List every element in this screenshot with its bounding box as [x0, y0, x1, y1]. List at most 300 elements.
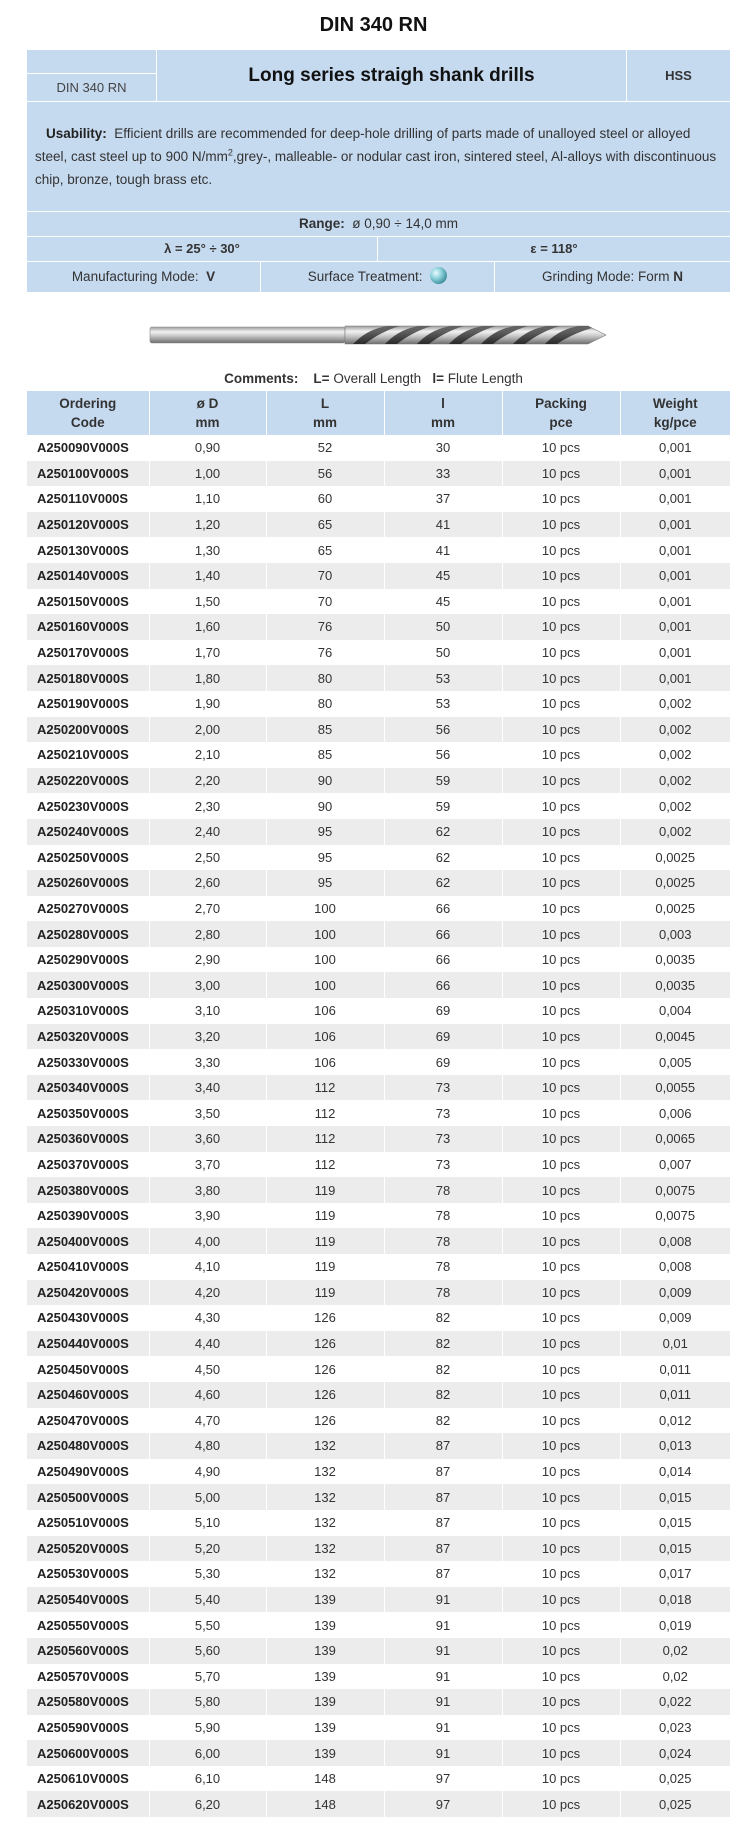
weight-cell: 0,0075 — [620, 1203, 730, 1229]
packing-cell: 10 pcs — [502, 1203, 620, 1229]
overall-length-cell: 100 — [266, 921, 384, 947]
diameter-cell: 5,10 — [149, 1510, 266, 1536]
diameter-cell: 1,00 — [149, 461, 266, 487]
packing-cell: 10 pcs — [502, 845, 620, 871]
overall-length-cell: 112 — [266, 1075, 384, 1101]
ordering-code-cell: A250190V000S — [27, 691, 149, 717]
flute-length-cell: 62 — [384, 845, 502, 871]
flute-length-cell: 66 — [384, 921, 502, 947]
overall-length-cell: 76 — [266, 640, 384, 666]
ordering-code-cell: A250280V000S — [27, 921, 149, 947]
overall-length-cell: 126 — [266, 1356, 384, 1382]
diameter-cell: 1,60 — [149, 614, 266, 640]
packing-cell: 10 pcs — [502, 1075, 620, 1101]
diameter-cell: 3,90 — [149, 1203, 266, 1229]
flute-length-cell: 62 — [384, 819, 502, 845]
table-row — [27, 486, 730, 512]
weight-cell: 0,015 — [620, 1510, 730, 1536]
table-row — [27, 870, 730, 896]
range-row — [27, 212, 730, 236]
flute-length-cell: 59 — [384, 793, 502, 819]
ordering-code-cell: A250310V000S — [27, 998, 149, 1024]
flute-length-cell: 73 — [384, 1100, 502, 1126]
ordering-code-cell: A250380V000S — [27, 1177, 149, 1203]
weight-cell: 0,009 — [620, 1280, 730, 1306]
diameter-cell: 4,40 — [149, 1331, 266, 1357]
weight-cell: 0,001 — [620, 461, 730, 487]
ordering-code-cell: A250320V000S — [27, 1024, 149, 1050]
diameter-cell: 5,70 — [149, 1664, 266, 1690]
ordering-code-cell: A250590V000S — [27, 1715, 149, 1741]
overall-length-cell: 126 — [266, 1382, 384, 1408]
table-row — [27, 614, 730, 640]
diameter-cell: 6,00 — [149, 1740, 266, 1766]
overall-length-cell: 95 — [266, 870, 384, 896]
diameter-cell: 5,90 — [149, 1715, 266, 1741]
overall-length-cell: 132 — [266, 1561, 384, 1587]
ordering-code-cell: A250530V000S — [27, 1561, 149, 1587]
ordering-code-cell: A250580V000S — [27, 1689, 149, 1715]
table-row — [27, 947, 730, 973]
table-row — [27, 1152, 730, 1178]
overall-length-cell: 139 — [266, 1638, 384, 1664]
weight-cell: 0,002 — [620, 819, 730, 845]
overall-length-cell: 90 — [266, 768, 384, 794]
weight-cell: 0,002 — [620, 793, 730, 819]
diameter-cell: 4,80 — [149, 1433, 266, 1459]
table-row — [27, 717, 730, 743]
flute-length-cell: 73 — [384, 1126, 502, 1152]
table-row — [27, 1740, 730, 1766]
ordering-code-cell: A250610V000S — [27, 1766, 149, 1792]
ordering-code-cell: A250490V000S — [27, 1459, 149, 1485]
flute-length-cell: 41 — [384, 537, 502, 563]
ordering-code-cell: A250250V000S — [27, 845, 149, 871]
weight-cell: 0,0075 — [620, 1177, 730, 1203]
flute-length-cell: 45 — [384, 589, 502, 615]
table-row — [27, 1536, 730, 1562]
ordering-code-cell: A250370V000S — [27, 1152, 149, 1178]
table-row — [27, 972, 730, 998]
weight-cell: 0,005 — [620, 1049, 730, 1075]
flute-length-cell: 78 — [384, 1280, 502, 1306]
packing-cell: 10 pcs — [502, 1433, 620, 1459]
overall-length-cell: 112 — [266, 1100, 384, 1126]
ordering-code-cell: A250120V000S — [27, 512, 149, 538]
material-label: HSS — [665, 68, 692, 83]
overall-length-cell: 65 — [266, 537, 384, 563]
packing-cell: 10 pcs — [502, 691, 620, 717]
packing-cell: 10 pcs — [502, 614, 620, 640]
diameter-cell: 4,00 — [149, 1228, 266, 1254]
weight-cell: 0,002 — [620, 717, 730, 743]
col-packing: Packing pce — [502, 391, 620, 435]
table-row — [27, 1331, 730, 1357]
packing-cell: 10 pcs — [502, 1254, 620, 1280]
flute-length-cell: 97 — [384, 1766, 502, 1792]
weight-cell: 0,008 — [620, 1254, 730, 1280]
packing-cell: 10 pcs — [502, 1664, 620, 1690]
ordering-code-cell: A250230V000S — [27, 793, 149, 819]
weight-cell: 0,007 — [620, 1152, 730, 1178]
overall-length-cell: 139 — [266, 1664, 384, 1690]
comments-line: Comments: L= Overall Length l= Flute Length — [224, 371, 523, 386]
overall-length-cell: 60 — [266, 486, 384, 512]
packing-cell: 10 pcs — [502, 1638, 620, 1664]
ordering-code-cell: A250110V000S — [27, 486, 149, 512]
table-row — [27, 998, 730, 1024]
packing-cell: 10 pcs — [502, 717, 620, 743]
packing-cell: 10 pcs — [502, 1689, 620, 1715]
flute-length-cell: 56 — [384, 717, 502, 743]
overall-length-cell: 90 — [266, 793, 384, 819]
table-row — [27, 1433, 730, 1459]
ordering-code-cell: A250440V000S — [27, 1331, 149, 1357]
ordering-code-cell: A250470V000S — [27, 1408, 149, 1434]
usability-text: Usability: Efficient drills are recommended for deep-hole drilling of parts made of unalloyed steel or alloyed steel, cast steel up to 900 $N/mm^2,grey-$, malleable- or nodular cast iron, sintered steel, Al-alloys with discontinuous chip, bronze, tough brass etc. — [35, 126, 717, 187]
table-row — [27, 665, 730, 691]
table-row — [27, 1587, 730, 1613]
table-row — [27, 1100, 730, 1126]
overall-length-cell: 95 — [266, 819, 384, 845]
usability-label: Usability: — [46, 126, 107, 141]
overall-length-cell: 132 — [266, 1510, 384, 1536]
overall-length-cell: 52 — [266, 435, 384, 461]
packing-cell: 10 pcs — [502, 435, 620, 461]
diameter-cell: 3,60 — [149, 1126, 266, 1152]
ordering-code-cell: A250340V000S — [27, 1075, 149, 1101]
weight-cell: 0,006 — [620, 1100, 730, 1126]
table-row — [27, 1612, 730, 1638]
diameter-cell: 3,20 — [149, 1024, 266, 1050]
ordering-code-cell: A250160V000S — [27, 614, 149, 640]
ordering-code-cell: A250430V000S — [27, 1305, 149, 1331]
weight-cell: 0,001 — [620, 486, 730, 512]
flute-length-cell: 82 — [384, 1356, 502, 1382]
flute-length-cell: 82 — [384, 1305, 502, 1331]
table-row — [27, 1791, 730, 1817]
packing-cell: 10 pcs — [502, 896, 620, 922]
overall-length-cell: 139 — [266, 1740, 384, 1766]
ordering-code-cell: A250180V000S — [27, 665, 149, 691]
table-row — [27, 921, 730, 947]
overall-length-cell: 80 — [266, 691, 384, 717]
weight-cell: 0,019 — [620, 1612, 730, 1638]
table-row — [27, 1075, 730, 1101]
table-row — [27, 1664, 730, 1690]
flute-length-cell: 82 — [384, 1408, 502, 1434]
packing-cell: 10 pcs — [502, 640, 620, 666]
flute-length-cell: 91 — [384, 1715, 502, 1741]
table-row — [27, 793, 730, 819]
flute-length-cell: 50 — [384, 640, 502, 666]
overall-length-cell: 119 — [266, 1203, 384, 1229]
ordering-code-cell: A250150V000S — [27, 589, 149, 615]
flute-length-cell: 66 — [384, 972, 502, 998]
packing-cell: 10 pcs — [502, 768, 620, 794]
ordering-code-cell: A250260V000S — [27, 870, 149, 896]
diameter-cell: 4,10 — [149, 1254, 266, 1280]
packing-cell: 10 pcs — [502, 665, 620, 691]
ordering-code-cell: A250240V000S — [27, 819, 149, 845]
ordering-code-cell: A250390V000S — [27, 1203, 149, 1229]
usability-box — [27, 102, 730, 211]
ordering-code-cell: A250550V000S — [27, 1612, 149, 1638]
packing-cell: 10 pcs — [502, 972, 620, 998]
diameter-cell: 1,80 — [149, 665, 266, 691]
flute-length-cell: 87 — [384, 1459, 502, 1485]
packing-cell: 10 pcs — [502, 1459, 620, 1485]
ordering-code-cell: A250300V000S — [27, 972, 149, 998]
product-header — [27, 50, 730, 102]
overall-length-cell: 80 — [266, 665, 384, 691]
diameter-cell: 3,40 — [149, 1075, 266, 1101]
table-row — [27, 435, 730, 461]
diameter-cell: 2,80 — [149, 921, 266, 947]
weight-cell: 0,012 — [620, 1408, 730, 1434]
table-row — [27, 742, 730, 768]
ordering-code-cell: A250130V000S — [27, 537, 149, 563]
table-row — [27, 1382, 730, 1408]
overall-length-cell: 132 — [266, 1433, 384, 1459]
weight-cell: 0,001 — [620, 614, 730, 640]
weight-cell: 0,002 — [620, 691, 730, 717]
flute-length-cell: 33 — [384, 461, 502, 487]
flute-length-cell: 91 — [384, 1740, 502, 1766]
weight-cell: 0,015 — [620, 1536, 730, 1562]
diameter-cell: 2,10 — [149, 742, 266, 768]
weight-cell: 0,0055 — [620, 1075, 730, 1101]
ordering-code-cell: A250600V000S — [27, 1740, 149, 1766]
overall-length-cell: 139 — [266, 1715, 384, 1741]
table-row — [27, 1408, 730, 1434]
diameter-cell: 3,70 — [149, 1152, 266, 1178]
table-row — [27, 1049, 730, 1075]
packing-cell: 10 pcs — [502, 819, 620, 845]
flute-length-cell: 91 — [384, 1689, 502, 1715]
ordering-code-cell: A250460V000S — [27, 1382, 149, 1408]
weight-cell: 0,015 — [620, 1484, 730, 1510]
table-row — [27, 1177, 730, 1203]
diameter-cell: 3,00 — [149, 972, 266, 998]
flute-length-cell: 78 — [384, 1203, 502, 1229]
comments-label: Comments: — [224, 371, 299, 386]
packing-cell: 10 pcs — [502, 1766, 620, 1792]
diameter-cell: 4,60 — [149, 1382, 266, 1408]
overall-length-cell: 70 — [266, 563, 384, 589]
packing-cell: 10 pcs — [502, 1408, 620, 1434]
weight-cell: 0,0025 — [620, 870, 730, 896]
flute-length-cell: 91 — [384, 1587, 502, 1613]
diameter-cell: 3,30 — [149, 1049, 266, 1075]
weight-cell: 0,009 — [620, 1305, 730, 1331]
flute-length-cell: 82 — [384, 1382, 502, 1408]
table-row — [27, 461, 730, 487]
diameter-cell: 1,70 — [149, 640, 266, 666]
table-row — [27, 1305, 730, 1331]
weight-cell: 0,003 — [620, 921, 730, 947]
diameter-cell: 5,20 — [149, 1536, 266, 1562]
diameter-cell: 2,90 — [149, 947, 266, 973]
ordering-code-cell: A250570V000S — [27, 1664, 149, 1690]
packing-cell: 10 pcs — [502, 1049, 620, 1075]
overall-length-cell: 85 — [266, 742, 384, 768]
weight-cell: 0,017 — [620, 1561, 730, 1587]
overall-length-cell: 119 — [266, 1280, 384, 1306]
table-row — [27, 1766, 730, 1792]
table-row — [27, 1561, 730, 1587]
diameter-cell: 4,90 — [149, 1459, 266, 1485]
flute-length-cell: 87 — [384, 1536, 502, 1562]
packing-cell: 10 pcs — [502, 1740, 620, 1766]
diameter-cell: 5,80 — [149, 1689, 266, 1715]
ordering-code-cell: A250360V000S — [27, 1126, 149, 1152]
weight-cell: 0,0025 — [620, 896, 730, 922]
ordering-code-cell: A250620V000S — [27, 1791, 149, 1817]
table-row — [27, 896, 730, 922]
ordering-code-cell: A250170V000S — [27, 640, 149, 666]
packing-cell: 10 pcs — [502, 1152, 620, 1178]
ordering-code-cell: A250210V000S — [27, 742, 149, 768]
packing-cell: 10 pcs — [502, 461, 620, 487]
weight-cell: 0,02 — [620, 1664, 730, 1690]
packing-cell: 10 pcs — [502, 1280, 620, 1306]
table-row — [27, 845, 730, 871]
packing-cell: 10 pcs — [502, 1024, 620, 1050]
overall-length-cell: 106 — [266, 998, 384, 1024]
diameter-cell: 1,10 — [149, 486, 266, 512]
table-row — [27, 1484, 730, 1510]
flute-length-cell: 87 — [384, 1433, 502, 1459]
flute-length-cell: 73 — [384, 1152, 502, 1178]
packing-cell: 10 pcs — [502, 563, 620, 589]
ordering-code-cell: A250200V000S — [27, 717, 149, 743]
flute-length-cell: 30 — [384, 435, 502, 461]
weight-cell: 0,013 — [620, 1433, 730, 1459]
ordering-code-cell: A250510V000S — [27, 1510, 149, 1536]
flute-length-cell: 50 — [384, 614, 502, 640]
weight-cell: 0,0025 — [620, 845, 730, 871]
weight-cell: 0,025 — [620, 1766, 730, 1792]
weight-cell: 0,001 — [620, 640, 730, 666]
ordering-code-cell: A250500V000S — [27, 1484, 149, 1510]
table-body — [27, 435, 730, 1817]
weight-cell: 0,001 — [620, 435, 730, 461]
surface-treatment: Surface Treatment: — [261, 262, 495, 292]
packing-cell: 10 pcs — [502, 1612, 620, 1638]
diameter-cell: 6,20 — [149, 1791, 266, 1817]
weight-cell: 0,001 — [620, 537, 730, 563]
diameter-cell: 1,50 — [149, 589, 266, 615]
weight-cell: 0,0065 — [620, 1126, 730, 1152]
packing-cell: 10 pcs — [502, 1356, 620, 1382]
ordering-code-cell: A250560V000S — [27, 1638, 149, 1664]
flute-length-cell: 62 — [384, 870, 502, 896]
diameter-cell: 6,10 — [149, 1766, 266, 1792]
table-row — [27, 1356, 730, 1382]
table-row — [27, 1510, 730, 1536]
ordering-code-cell: A250400V000S — [27, 1228, 149, 1254]
table-row — [27, 537, 730, 563]
weight-cell: 0,024 — [620, 1740, 730, 1766]
diameter-cell: 5,00 — [149, 1484, 266, 1510]
col-weight: Weight kg/pce — [620, 391, 730, 435]
flute-length-cell: 78 — [384, 1177, 502, 1203]
packing-cell: 10 pcs — [502, 1587, 620, 1613]
table-row — [27, 1459, 730, 1485]
table-row — [27, 1280, 730, 1306]
packing-cell: 10 pcs — [502, 870, 620, 896]
ordering-code-cell: A250540V000S — [27, 1587, 149, 1613]
overall-length-cell: 119 — [266, 1254, 384, 1280]
packing-cell: 10 pcs — [502, 1791, 620, 1817]
angles-row — [27, 237, 730, 261]
flute-length-cell: 91 — [384, 1612, 502, 1638]
diameter-cell: 2,50 — [149, 845, 266, 871]
flute-length-cell: 69 — [384, 1024, 502, 1050]
norm-cell — [27, 50, 157, 101]
packing-cell: 10 pcs — [502, 1561, 620, 1587]
packing-cell: 10 pcs — [502, 1715, 620, 1741]
weight-cell: 0,0035 — [620, 972, 730, 998]
weight-cell: 0,022 — [620, 1689, 730, 1715]
ordering-code-cell: A250420V000S — [27, 1280, 149, 1306]
helix-angle: λ = 25° ÷ 30° — [27, 237, 378, 261]
table-row — [27, 1126, 730, 1152]
drill-image — [148, 318, 608, 352]
weight-cell: 0,001 — [620, 589, 730, 615]
packing-cell: 10 pcs — [502, 1536, 620, 1562]
flute-length-cell: 87 — [384, 1510, 502, 1536]
weight-cell: 0,0035 — [620, 947, 730, 973]
product-name: Long series straigh shank drills — [157, 50, 627, 101]
overall-length-cell: 100 — [266, 972, 384, 998]
overall-length-cell: 100 — [266, 896, 384, 922]
weight-cell: 0,008 — [620, 1228, 730, 1254]
weight-cell: 0,025 — [620, 1791, 730, 1817]
packing-cell: 10 pcs — [502, 512, 620, 538]
diameter-cell: 3,10 — [149, 998, 266, 1024]
overall-length-cell: 126 — [266, 1305, 384, 1331]
packing-cell: 10 pcs — [502, 537, 620, 563]
overall-length-cell: 126 — [266, 1408, 384, 1434]
packing-cell: 10 pcs — [502, 1100, 620, 1126]
diameter-cell: 3,80 — [149, 1177, 266, 1203]
packing-cell: 10 pcs — [502, 1126, 620, 1152]
overall-length-cell: 139 — [266, 1587, 384, 1613]
grinding-mode: Grinding Mode: Form N — [541, 269, 684, 284]
col-flute-length: l mm — [384, 391, 502, 435]
overall-length-cell: 95 — [266, 845, 384, 871]
flute-length-cell: 53 — [384, 665, 502, 691]
flute-length-cell: 78 — [384, 1228, 502, 1254]
overall-length-cell: 148 — [266, 1766, 384, 1792]
table-row — [27, 589, 730, 615]
ordering-code-cell: A250330V000S — [27, 1049, 149, 1075]
ordering-code-cell: A250270V000S — [27, 896, 149, 922]
flute-length-cell: 41 — [384, 512, 502, 538]
weight-cell: 0,011 — [620, 1356, 730, 1382]
ordering-code-cell: A250290V000S — [27, 947, 149, 973]
overall-length-cell: 132 — [266, 1484, 384, 1510]
ordering-code-cell: A250450V000S — [27, 1356, 149, 1382]
col-diameter: ø D mm — [149, 391, 266, 435]
weight-cell: 0,004 — [620, 998, 730, 1024]
weight-cell: 0,02 — [620, 1638, 730, 1664]
diameter-cell: 4,30 — [149, 1305, 266, 1331]
diameter-cell: 2,20 — [149, 768, 266, 794]
packing-cell: 10 pcs — [502, 921, 620, 947]
